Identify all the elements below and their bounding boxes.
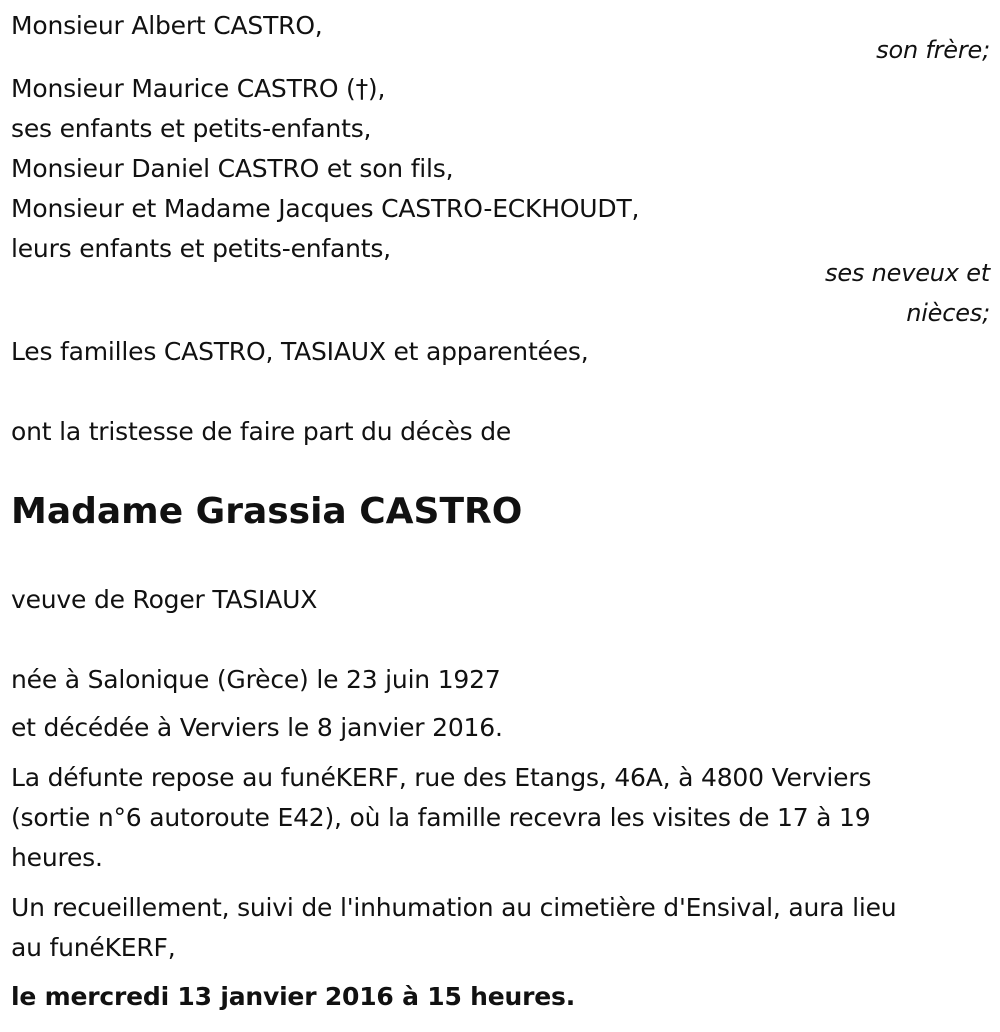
sender-albert: Monsieur Albert CASTRO, bbox=[11, 11, 323, 40]
ceremony-line-2: au funéKERF, bbox=[11, 933, 176, 962]
repose-line-2: (sortie n°6 autoroute E42), où la famille recevra les visites de 17 à 19 bbox=[11, 803, 871, 832]
sender-jacques: Monsieur et Madame Jacques CASTRO-ECKHOUDT, bbox=[11, 194, 640, 223]
repose-line-3: heures. bbox=[11, 843, 103, 872]
sender-jacques-children: leurs enfants et petits-enfants, bbox=[11, 234, 391, 263]
announcement-text: ont la tristesse de faire part du décès de bbox=[11, 417, 512, 446]
ceremony-line-1: Un recueillement, suivi de l'inhumation au cimetière d'Ensival, aura lieu bbox=[11, 893, 897, 922]
deceased-name: Madame Grassia CASTRO bbox=[11, 491, 523, 532]
sender-maurice: Monsieur Maurice CASTRO (†), bbox=[11, 74, 386, 103]
sender-daniel: Monsieur Daniel CASTRO et son fils, bbox=[11, 154, 454, 183]
relation-nephews-line2: nièces; bbox=[906, 299, 990, 327]
relation-brother: son frère; bbox=[876, 36, 990, 64]
repose-line-1: La défunte repose au funéKERF, rue des Etangs, 46A, à 4800 Verviers bbox=[11, 763, 872, 792]
relation-nephews-line1: ses neveux et bbox=[825, 259, 990, 287]
sender-maurice-children: ses enfants et petits-enfants, bbox=[11, 114, 372, 143]
sender-families: Les familles CASTRO, TASIAUX et apparentées, bbox=[11, 337, 589, 366]
death-info: et décédée à Verviers le 8 janvier 2016. bbox=[11, 713, 503, 742]
ceremony-date: le mercredi 13 janvier 2016 à 15 heures. bbox=[11, 982, 575, 1011]
widow-of: veuve de Roger TASIAUX bbox=[11, 585, 318, 614]
birth-info: née à Salonique (Grèce) le 23 juin 1927 bbox=[11, 665, 501, 694]
